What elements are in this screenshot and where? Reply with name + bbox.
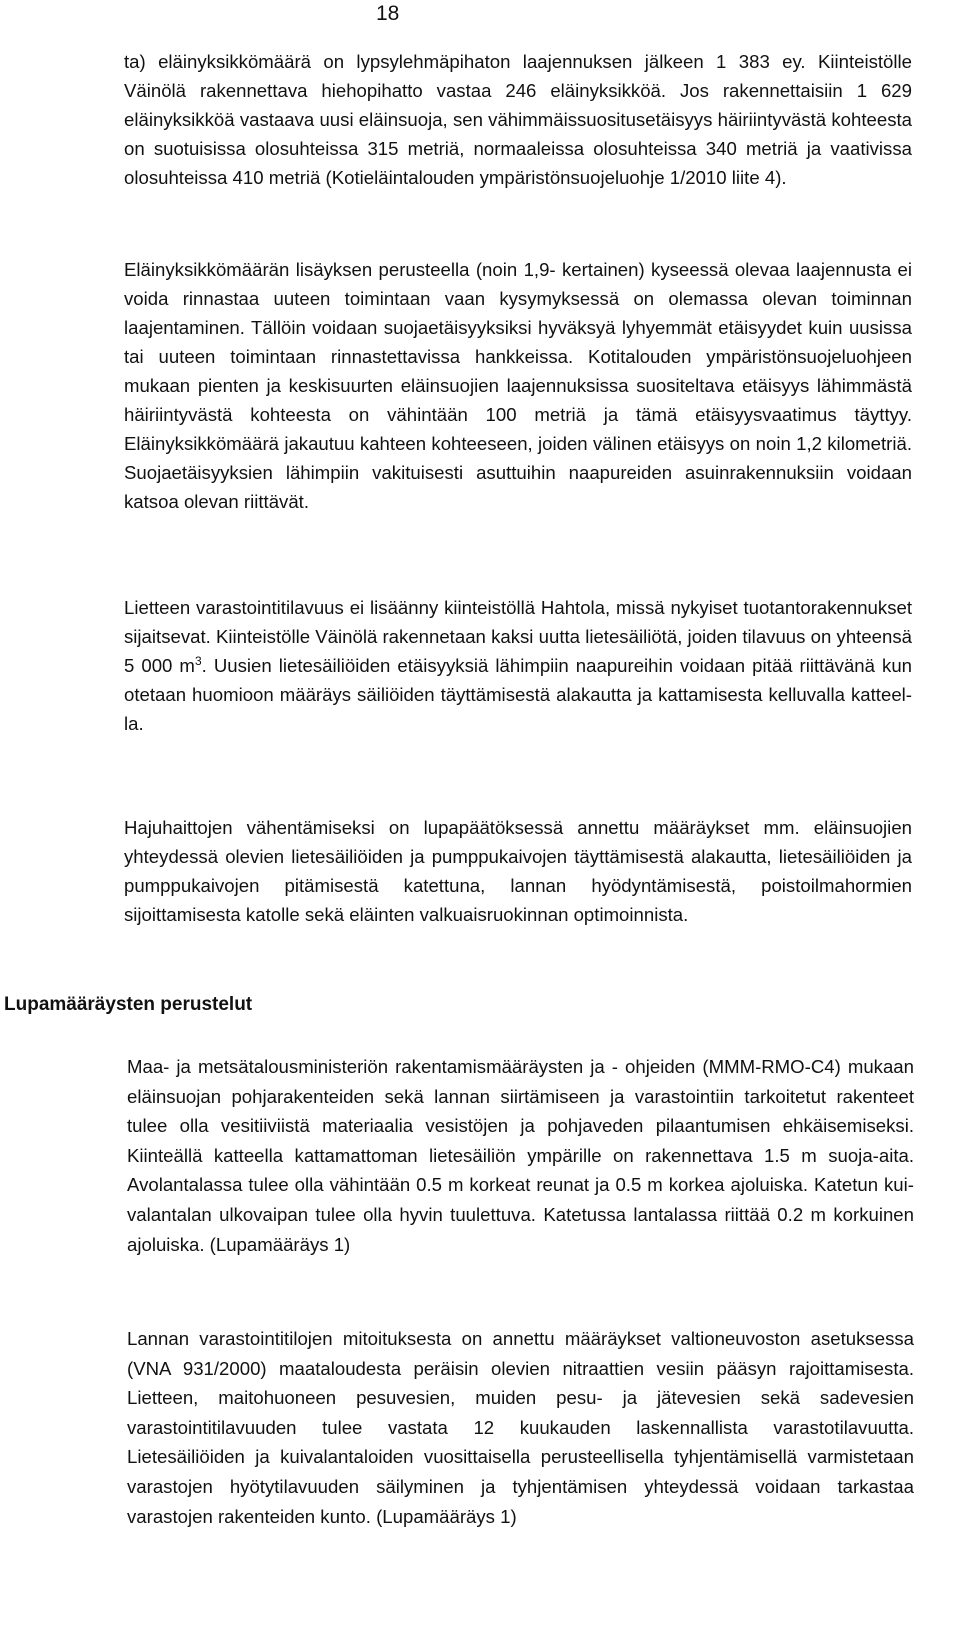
paragraph-expansion-assessment: Eläinyksikkömäärän lisäyksen perusteella (noin 1,9- kertainen) kyseessä olevaa laajennusta ei voida rinnastaa uuteen toimintaan vaan kysymyksessä on olemassa olevan toiminnan laajentaminen. Tällöin voidaan suojaetäisyyksiksi hyväksyä lyhyemmät etäisyydet kuin uusissa tai uuteen toimintaan rinnastettavissa hankkeissa. Kotitalouden ympäristönsuojeluohjeen mukaan pienten ja keskisuurten eläinsuojien laajennuksissa suositeltava etäisyys lähimmästä häiriintyvästä kohteesta on vähintään 100 metriä ja tämä etäisyysvaatimus täyttyy. Eläinyksikkömäärä jakautuu kahteen kohteeseen, joiden välinen etäisyys on noin 1,2 kilometriä. Suojaetäisyyksien lähimpiin vakituisesti asuttuihin naapureiden asuinrakennuksiin voidaan katsoa olevan riittävät. bbox=[124, 259, 912, 512]
paragraph-building-regulations: Maa- ja metsätalousministeriön rakentamismääräysten ja - ohjeiden (MMM-RMO-C4) mukaan eläinsuojan pohjarakenteiden sekä lannan siirtämiseen ja varastointiin tarkoitetut rakenteet tulee olla vesitiiviistä materiaalia vesistöjen ja pohjaveden pilaantumisen ehkäisemiseksi. Kiinteällä katteella kattamattoman lietesäiliön ympärille on rakennettava 1.5 m suoja-aita. Avolantalassa tulee olla vähintään 0.5 m korkeat reunat ja 0.5 m korkea ajoluiska. Katetun kuivalantalan ulkovaipan tulee olla hyvin tuulettuva. Katetussa lantalassa riittää 0.2 m korkuinen ajoluiska. (Lupamääräys 1) bbox=[127, 1056, 914, 1255]
paragraph-odour-reduction: Hajuhaittojen vähentämiseksi on lupapäätöksessä annettu määräykset mm. eläinsuojien yhteydessä olevien lietesäiliöiden ja pumppukaivojen täyttämisestä alakautta, lietesäiliöiden ja pumppukaivojen pitämisestä katettuna, lannan hyödyntämisestä, poistoilmahormien sijoittamisesta katolle sekä eläinten valkuaisruokinnan optimoinnista. bbox=[124, 817, 912, 925]
section-heading-permit-justifications: Lupamääräysten perustelut bbox=[4, 994, 253, 1015]
paragraph-distance-requirements: ta) eläinyksikkömäärä on lypsylehmäpihaton laajennuksen jälkeen 1 383 ey. Kiinteistölle Väinölä rakennettava hiehopihatto vastaa 246 eläinyksikköä. Jos rakennettaisiin 1 629 eläinyksikköä vastaava uusi eläinsuoja, sen vähimmäissuositusetäisyys häiriintyvästä kohteesta on suotuisissa olosuhteissa 315 metriä, normaaleissa olosuhteissa 340 metriä ja vaativissa olosuhteissa 410 metriä (Kotieläintalouden ympäristönsuojeluohje 1/2010 liite 4). bbox=[124, 51, 912, 188]
page-number: 18 bbox=[376, 2, 400, 25]
slurry-storage-text-end: . Uusien lietesäiliöiden etäisyyksiä lähimpiin naapureihin voidaan pitää riittävänä kun otetaan huomioon määräys säiliöiden täyttämisestä alakautta ja kattamisesta kelluvalla katteella. bbox=[124, 655, 913, 734]
paragraph-slurry-storage bbox=[124, 593, 912, 738]
paragraph-manure-storage-sizing: Lannan varastointitilojen mitoituksesta on annettu määräykset valtioneuvoston asetuksessa (VNA 931/2000) maataloudesta peräisin olevien nitraattien vesiin pääsyn rajoittamisesta. Lietteen, maitohuoneen pesuvesien, muiden pesu- ja jätevesien sekä sadevesien varastointitilavuuden tulee vastata 12 kuukauden laskennallista varastotilavuutta. Lietesäiliöiden ja kuivalantaloiden vuosittaisella perusteellisella tyhjentämisellä varmistetaan varastojen hyötytilavuuden säilyminen ja tyhjentämisen yhteydessä voidaan tarkastaa varastojen rakenteiden kunto. (Lupamääräys 1) bbox=[127, 1328, 914, 1527]
slurry-storage-text-start: Lietteen varastointitilavuus ei lisäänny kiinteistöllä Hahtola, missä nykyiset tuotantorakennukset sijaitsevat. Kiinteistölle Väinölä rakennetaan kaksi uutta lietesäiliötä, joiden tilavuus on yhteensä 5 000 m bbox=[124, 597, 912, 676]
cubic-superscript: 3 bbox=[194, 653, 202, 668]
